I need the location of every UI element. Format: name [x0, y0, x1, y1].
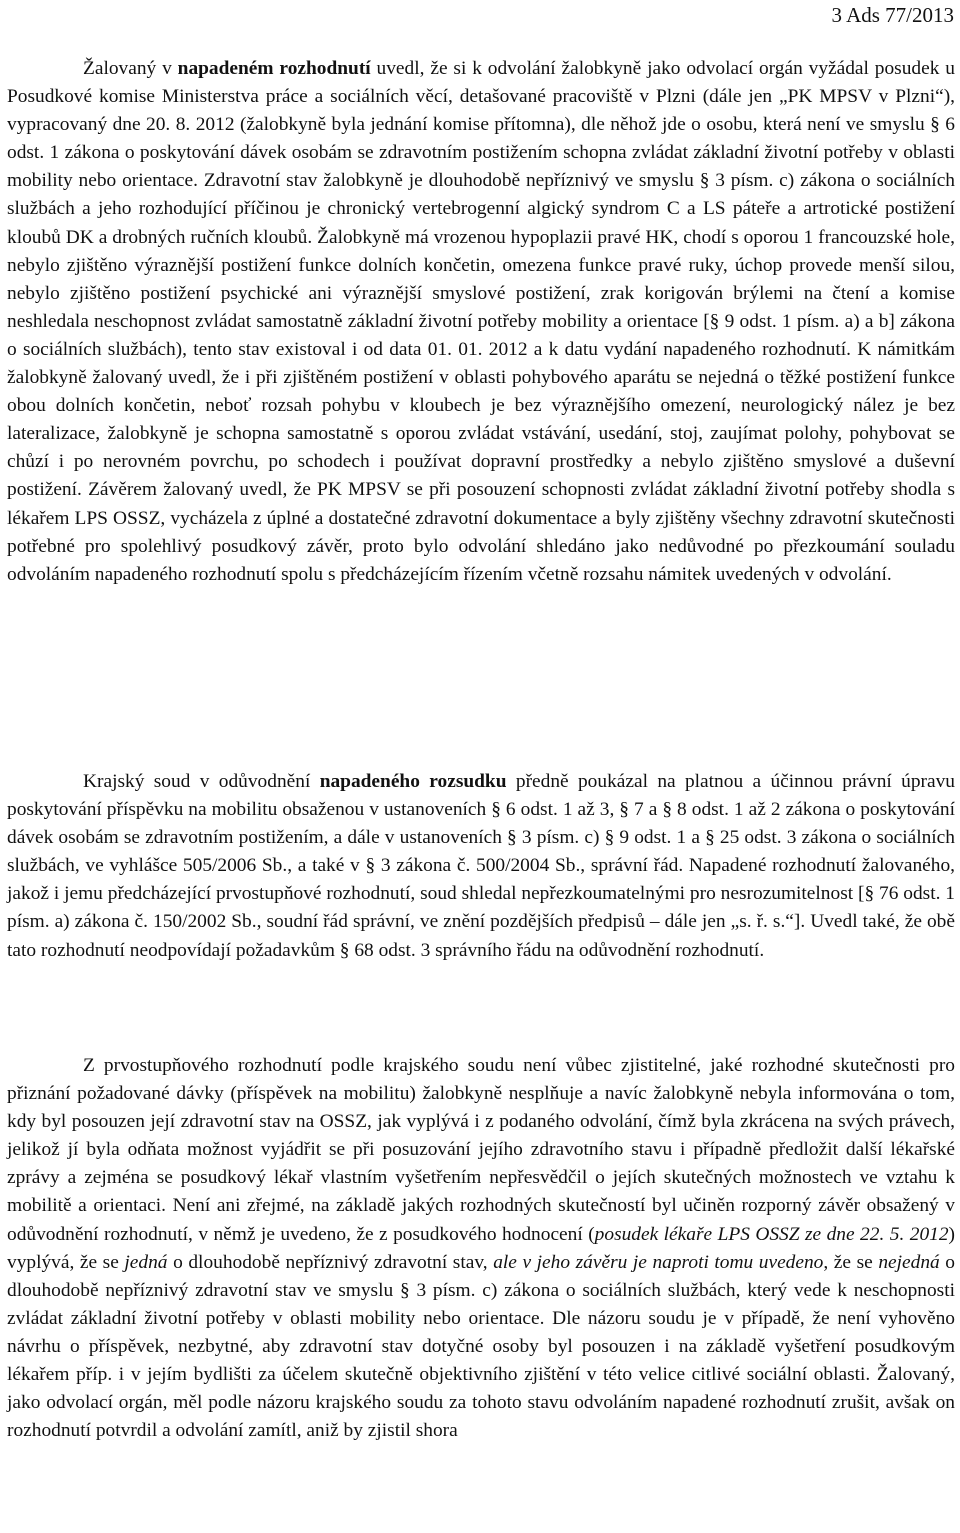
text-span: uvedl, že si k odvolání žalobkyně jako odvolací orgán vyžádal posudek u Posudkové komise Ministerstva práce a sociálních věcí, detašované pracoviště v Plzni (dále jen „PK MPSV v Plzni“), vypracovaný dne 20. 8. 2012 (žalobkyně byla jednání komise přítomna), dle něhož jde o osobu, která není ve smyslu § 6 odst. 1 zákona o poskytování dávek osobám se zdravotním postižením schopna zvládat základní životní potřeby v oblasti mobility nebo orientace. Zdravotní stav žalobkyně je dlouhodobě nepříznivý ve smyslu § 3 písm. c) zákona o sociálních službách a jeho rozhodující příčinou je chronický vertebrogenní algický syndrom C a LS páteře a artrotické postižení kloubů DK a drobných ručních kloubů. Žalobkyně má vrozenou hypoplazii pravé HK, chodí s oporou 1 francouzské hole, nebylo zjištěno výraznější postižení funkce dolních končetin, omezena funkce pravé ruky, úchop provede menší silou, nebylo zjištěno postižení psychické ani výraznější smyslové postižení, zrak korigován brýlemi na čtení a komise neshledala neschopnost zvládat samostatně základní životní potřeby mobility a orientace [§ 9 odst. 1 písm. a) a b] zákona o sociálních službách), tento stav existoval i od data 01. 01. 2012 a k datu vydání napadeného rozhodnutí. K námitkám žalobkyně žalovaný uvedl, že i při zjištěném postižení v oblasti pohybového aparátu se nejedná o těžké postižení funkce obou dolních končetin, neboť rozsah pohybu v kloubech je bez výraznějšího omezení, neurologický nález je bez lateralizace, žalobkyně je schopna samostatně s oporou zvládat vstávání, usedání, stoj, zaujímat polohy, pohybovat se chůzí i po nerovném povrchu, po schodech i používat dopravní prostředky a nebylo zjištěno smyslové a duševní postižení. Závěrem žalovaný uvedl, že PK MPSV se při posouzení schopnosti zvládat základní životní potřeby shodla s lékařem LPS OSSZ, vycházela z úplné a dostatečné zdravotní dokumentace a byly zjištěny všechny zdravotní skutečnosti potřebné pro spolehlivý posudkový závěr, proto bylo odvolání shledáno jako nedůvodné po přezkoumání souladu odvoláním napadeného rozhodnutí spolu s předcházejícím řízením včetně rozsahu námitek uvedených v odvolání.	[7, 58, 955, 585]
text-span: o dlouhodobě nepříznivý zdravotní stav ve smyslu § 3 písm. c) zákona o sociálních službách, který vede k neschopnosti zvládat základní životní potřeby v oblasti mobility nebo orientace. Dle názoru soudu je v případě, že není vyhověno návrhu o příspěvek, nezbytné, aby zdravotní stav dotyčné osoby byl posouzen i na základě vyšetření posudkovým lékařem příp. i v jejím bydlišti za účelem skutečně objektivního zjištění v této velice citlivé sociální oblasti. Žalovaný, jako odvolací orgán, měl podle názoru krajského soudu za tohoto stavu odvoláním napadené rozhodnutí zrušit, avšak on rozhodnutí potvrdil a odvolání zamítl, aniž by zjistil shora	[7, 1251, 955, 1442]
text-span: o dlouhodobě nepříznivý zdravotní stav,	[167, 1251, 494, 1273]
italic-term: jedná	[124, 1251, 168, 1273]
text-span: Žalovaný v	[83, 58, 178, 79]
text-span: ) vyplývá, že se	[7, 1223, 955, 1273]
text-span: , že se	[823, 1251, 879, 1273]
paragraph-regional-court	[7, 768, 955, 965]
italic-citation: posudek lékaře LPS OSSZ ze dne 22. 5. 2012	[594, 1223, 949, 1245]
paragraph-first-instance-decision	[7, 1052, 955, 1445]
text-span: Z prvostupňového rozhodnutí podle krajského soudu není vůbec zjistitelné, jaké rozhodné skutečnosti pro přiznání požadované dávky (příspěvek na mobilitu) žalobkyně nesplňuje a navíc žalobkyně nebyla informována o tom, kdy byl posouzen její zdravotní stav na OSSZ, jak vyplývá i z podaného odvolání, čímž byla zkrácena na svých právech, jelikož jí byla odňata možnost vyjádřit se při posuzování jejího zdravotního stavu i případně předložit další lékařské zprávy a zejména se posudkový lékař vlastním vyšetřením nepřesvědčil o jejích skutečných možnostech ve vztahu k mobilitě a orientaci. Není ani zřejmé, na základě jakých rozhodných skutečností byl učiněn rozporný závěr obsažený v odůvodnění rozhodnutí, v němž je uvedeno, že z posudkového hodnocení (	[7, 1055, 955, 1245]
bold-term: napadeného rozsudku	[319, 771, 507, 792]
italic-citation: ale v jeho závěru je naproti tomu uvedeno	[493, 1251, 824, 1273]
paragraph-defendant-statement	[7, 55, 955, 589]
text-span: Krajský soud v odůvodnění	[83, 771, 320, 792]
case-reference: 3 Ads 77/2013	[831, 3, 954, 27]
bold-term: napadeném rozhodnutí	[177, 58, 371, 79]
text-span: předně poukázal na platnou a účinnou právní úpravu poskytování příspěvku na mobilitu obsaženou v ustanoveních § 6 odst. 1 až 3, § 7 a § 8 odst. 1 až 2 zákona o poskytování dávek osobám se zdravotním postižením, a dále v ustanoveních § 3 písm. c) § 9 odst. 1 a § 25 odst. 3 zákona o sociálních službách, ve vyhlášce 505/2006 Sb., a také v § 3 zákona č. 500/2004 Sb., správní řád. Napadené rozhodnutí žalovaného, jakož i jemu předcházející prvostupňové rozhodnutí, soud shledal nepřezkoumatelnými pro nesrozumitelnost [§ 76 odst. 1 písm. a) zákona č. 150/2002 Sb., soudní řád správní, ve znění pozdějších předpisů – dále jen „s. ř. s.“]. Uvedl také, že obě tato rozhodnutí neodpovídají požadavkům § 68 odst. 3 správního řádu na odůvodnění rozhodnutí.	[7, 771, 956, 961]
italic-term: nejedná	[878, 1251, 940, 1273]
